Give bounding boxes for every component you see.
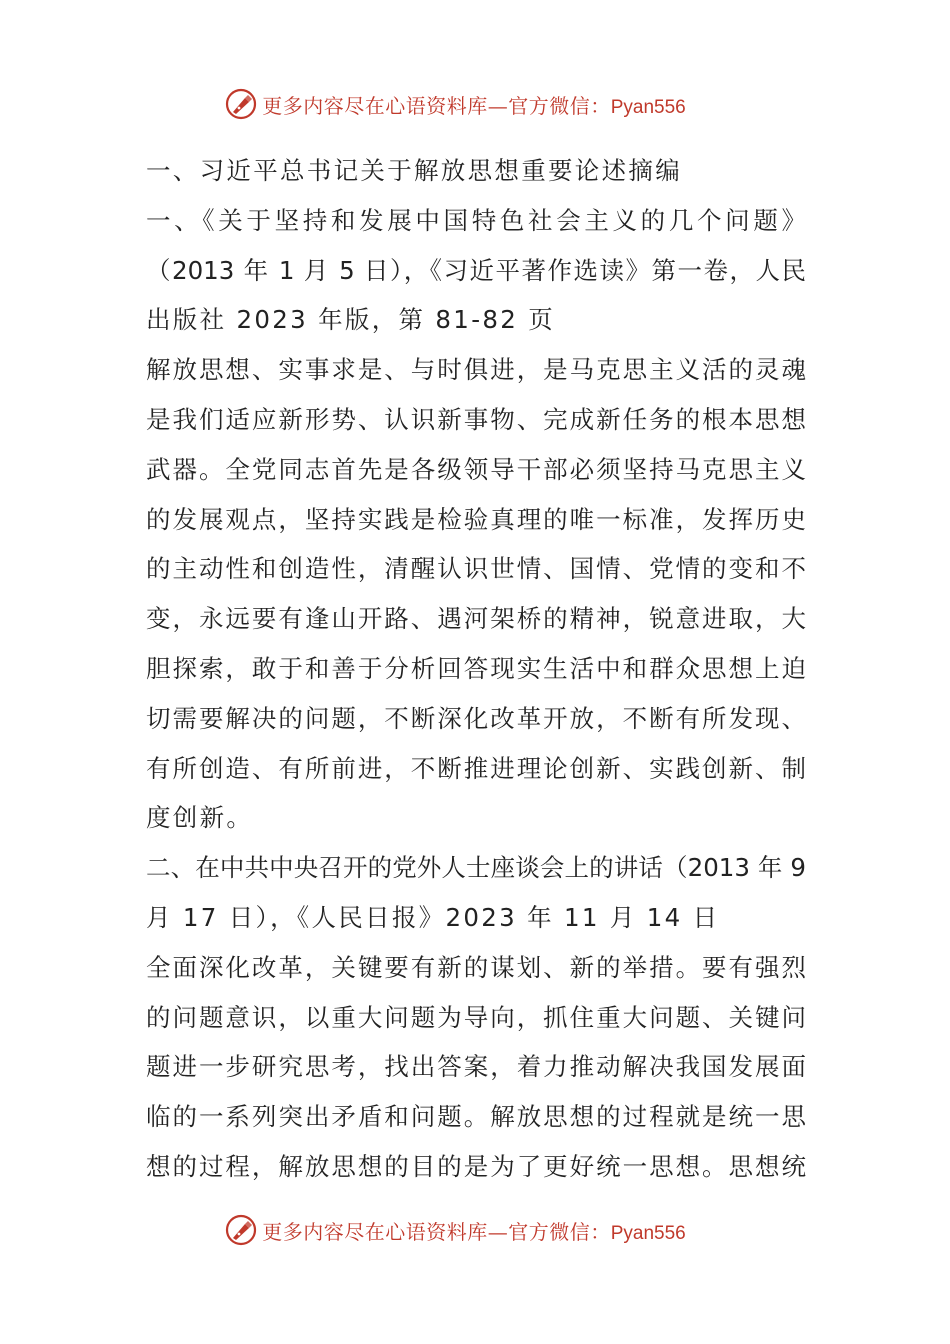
header-watermark xyxy=(0,84,950,124)
watermark-text: 更多内容尽在心语资料库—官方微信：Pyan556 xyxy=(262,1219,686,1244)
text-line: （2013 年 1 月 5 日），《习近平著作选读》第一卷，人民 xyxy=(146,255,806,285)
text-line: 题进一步研究思考，找出答案，着力推动解决我国发展面 xyxy=(146,1052,806,1082)
text-line: 月 17 日），《人民日报》2023 年 11 月 14 日 xyxy=(146,902,720,932)
text-line: 临的一系列突出矛盾和问题。解放思想的过程就是统一思 xyxy=(146,1102,806,1132)
text-line: 有所创造、有所前进，不断推进理论创新、实践创新、制 xyxy=(146,753,806,783)
text-line: 二、在中共中央召开的党外人士座谈会上的讲话（2013 年 9 xyxy=(146,853,806,883)
text-line: 变，永远要有逢山开路、遇河架桥的精神，锐意进取，大 xyxy=(146,604,806,634)
text-line: 切需要解决的问题，不断深化改革开放，不断有所发现、 xyxy=(146,703,806,733)
text-line: 全面深化改革，关键要有新的谋划、新的举措。要有强烈 xyxy=(146,952,806,982)
footer-watermark xyxy=(0,1210,950,1250)
text-line: 是我们适应新形势、认识新事物、完成新任务的根本思想 xyxy=(146,404,806,434)
wechat-id: Pyan556 xyxy=(610,96,686,118)
text-line: 解放思想、实事求是、与时俱进，是马克思主义活的灵魂 xyxy=(146,355,806,385)
text-line: 的问题意识，以重大问题为导向，抓住重大问题、关键问 xyxy=(146,1002,806,1032)
text-line: 想的过程，解放思想的目的是为了更好统一思想。思想统 xyxy=(146,1151,806,1181)
pen-nib-logo-icon xyxy=(224,87,258,121)
document-body xyxy=(146,146,806,1192)
pen-nib-logo-icon xyxy=(224,1213,258,1247)
wechat-id: Pyan556 xyxy=(610,1222,686,1244)
watermark-text: 更多内容尽在心语资料库—官方微信：Pyan556 xyxy=(262,93,686,118)
text-line: 武器。全党同志首先是各级领导干部必须坚持马克思主义 xyxy=(146,454,806,484)
text-line: 的发展观点，坚持实践是检验真理的唯一标准，发挥历史 xyxy=(146,504,806,534)
text-line: 一、习近平总书记关于解放思想重要论述摘编 xyxy=(146,156,682,185)
text-line: 的主动性和创造性，清醒认识世情、国情、党情的变和不 xyxy=(146,554,806,584)
text-line: 一、《关于坚持和发展中国特色社会主义的几个问题》 xyxy=(146,205,806,235)
text-line: 胆探索，敢于和善于分析回答现实生活中和群众思想上迫 xyxy=(146,653,806,683)
text-line: 度创新。 xyxy=(146,803,254,833)
text-line: 出版社 2023 年版，第 81-82 页 xyxy=(146,305,555,335)
